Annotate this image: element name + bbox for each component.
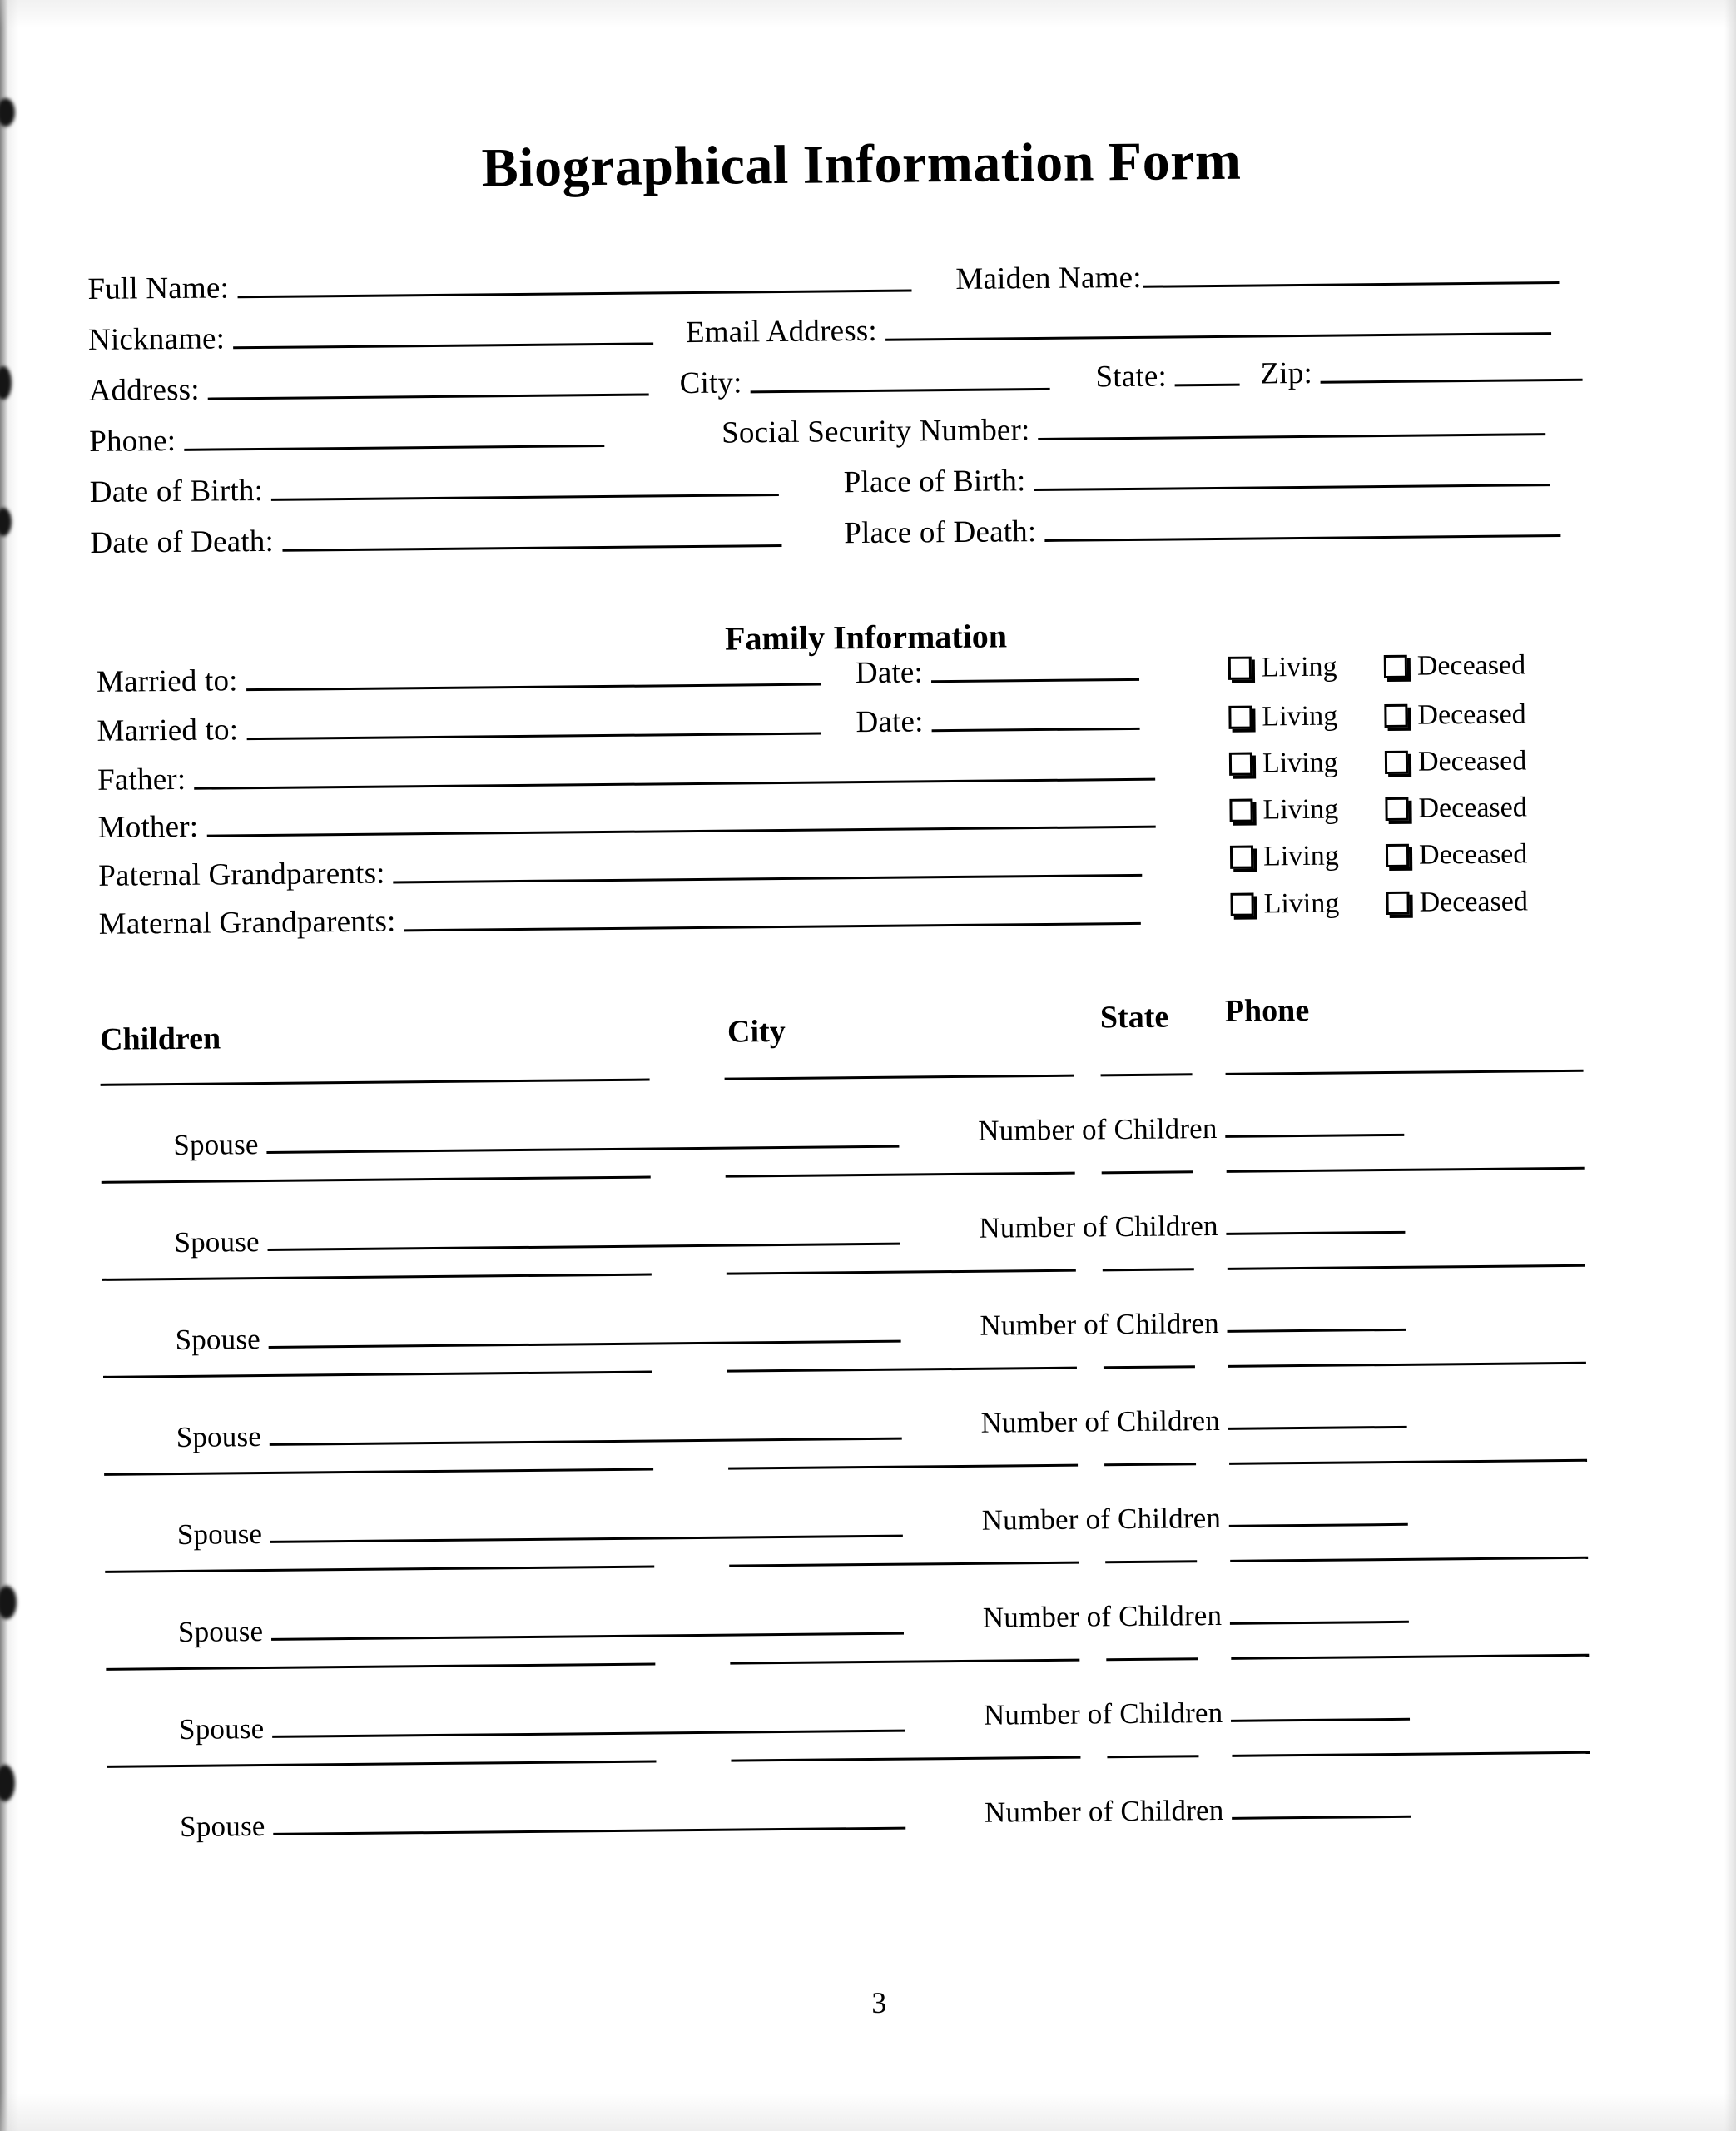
spouse-input-rule[interactable]: [272, 1730, 905, 1738]
children-state-input-rule[interactable]: [1107, 1755, 1198, 1758]
number-of-children-input-rule[interactable]: [1230, 1621, 1409, 1625]
children-state-input-rule[interactable]: [1104, 1365, 1195, 1369]
children-name-input-rule[interactable]: [103, 1371, 652, 1378]
number-of-children-field[interactable]: [978, 1112, 1405, 1145]
spouse-field[interactable]: [174, 1221, 900, 1257]
family-field-row[interactable]: [97, 709, 821, 747]
field-date-of-birth[interactable]: [90, 470, 780, 508]
number-of-children-field[interactable]: [985, 1794, 1411, 1827]
spouse-field[interactable]: [179, 1708, 905, 1744]
checkbox-icon[interactable]: [1384, 655, 1407, 678]
number-of-children-input-rule[interactable]: [1227, 1231, 1406, 1235]
email-address-input-rule[interactable]: [885, 332, 1551, 341]
place-of-birth-input-rule[interactable]: [1034, 484, 1550, 491]
checkbox-icon[interactable]: [1228, 706, 1252, 729]
checkbox-living-label: Living: [1261, 651, 1337, 683]
nickname-input-rule[interactable]: [233, 342, 653, 349]
number-of-children-label: Number of Children: [978, 1111, 1218, 1147]
checkbox-icon[interactable]: [1386, 892, 1409, 915]
city-label: City:: [679, 365, 742, 401]
spouse-field[interactable]: [176, 1513, 904, 1552]
family-date-label: Date:: [856, 704, 924, 740]
checkbox-deceased[interactable]: [1384, 649, 1526, 683]
column-header-state: State: [1099, 999, 1169, 1036]
field-zip[interactable]: [1260, 355, 1583, 390]
number-of-children-label: Number of Children: [981, 1501, 1222, 1537]
spouse-input-rule[interactable]: [269, 1340, 901, 1349]
number-of-children-field[interactable]: [984, 1696, 1411, 1730]
checkbox-living-label: Living: [1262, 747, 1338, 779]
nickname-label: Nickname:: [87, 321, 226, 357]
checkbox-icon[interactable]: [1229, 753, 1252, 776]
number-of-children-label: Number of Children: [984, 1793, 1224, 1829]
children-name-input-rule[interactable]: [104, 1468, 653, 1476]
children-phone-input-rule[interactable]: [1226, 1070, 1584, 1075]
family-field-label: Married to:: [96, 663, 238, 699]
place-of-death-label: Place of Death:: [844, 514, 1037, 551]
spouse-label: Spouse: [178, 1712, 265, 1746]
children-state-input-rule[interactable]: [1105, 1560, 1197, 1563]
family-field-input-rule[interactable]: [394, 874, 1143, 884]
number-of-children-field[interactable]: [983, 1599, 1410, 1632]
children-state-input-rule[interactable]: [1106, 1657, 1198, 1661]
spouse-label: Spouse: [177, 1615, 264, 1649]
children-state-input-rule[interactable]: [1104, 1463, 1196, 1466]
checkbox-living-label: Living: [1262, 840, 1339, 872]
date-of-death-label: Date of Death:: [90, 524, 275, 560]
family-date-input-rule[interactable]: [931, 678, 1139, 683]
checkbox-deceased[interactable]: [1385, 745, 1527, 778]
spouse-label: Spouse: [173, 1128, 259, 1162]
number-of-children-input-rule[interactable]: [1226, 1134, 1405, 1138]
children-city-input-rule[interactable]: [730, 1659, 1079, 1665]
number-of-children-field[interactable]: [980, 1307, 1406, 1340]
family-date-input-rule[interactable]: [932, 728, 1140, 732]
family-field-label: Paternal Grandparents:: [98, 856, 385, 893]
children-phone-input-rule[interactable]: [1229, 1459, 1587, 1465]
children-city-input-rule[interactable]: [727, 1367, 1077, 1373]
family-field-input-rule[interactable]: [246, 683, 821, 692]
zip-input-rule[interactable]: [1321, 379, 1583, 384]
checkbox-deceased-label: Deceased: [1419, 886, 1529, 918]
family-field-input-rule[interactable]: [246, 733, 821, 741]
spouse-field[interactable]: [175, 1319, 901, 1357]
family-field-label: Married to:: [97, 713, 239, 748]
column-header-children: Children: [99, 1021, 221, 1057]
checkbox-icon[interactable]: [1385, 751, 1408, 774]
children-phone-input-rule[interactable]: [1232, 1751, 1590, 1757]
family-field-input-rule[interactable]: [194, 778, 1155, 790]
family-information-heading: Family Information: [724, 617, 1008, 658]
children-name-input-rule[interactable]: [102, 1274, 652, 1281]
family-field-row[interactable]: [99, 899, 1141, 940]
spouse-field[interactable]: [180, 1806, 906, 1841]
checkbox-deceased[interactable]: [1385, 792, 1527, 825]
field-email-address[interactable]: [686, 309, 1551, 348]
social-security-number-label: Social Security Number:: [721, 413, 1030, 450]
spouse-input-rule[interactable]: [270, 1535, 903, 1543]
checkbox-deceased-label: Deceased: [1417, 698, 1526, 731]
spouse-label: Spouse: [175, 1323, 261, 1357]
children-city-input-rule[interactable]: [726, 1172, 1075, 1178]
spouse-input-rule[interactable]: [271, 1632, 904, 1641]
state-label: State:: [1095, 359, 1168, 395]
email-address-label: Email Address:: [685, 313, 878, 350]
field-date-of-death[interactable]: [90, 521, 781, 559]
children-city-input-rule[interactable]: [729, 1562, 1079, 1567]
children-city-input-rule[interactable]: [725, 1075, 1074, 1080]
checkbox-icon[interactable]: [1385, 797, 1408, 821]
checkbox-deceased[interactable]: [1384, 698, 1526, 732]
number-of-children-input-rule[interactable]: [1229, 1523, 1408, 1527]
children-state-input-rule[interactable]: [1102, 1170, 1193, 1174]
phone-label: Phone:: [89, 423, 176, 459]
children-state-input-rule[interactable]: [1101, 1073, 1193, 1076]
spouse-input-rule[interactable]: [274, 1827, 906, 1835]
family-date-field[interactable]: [856, 704, 1139, 738]
address-label: Address:: [88, 372, 200, 408]
full-name-label: Full Name:: [87, 271, 230, 306]
spouse-label: Spouse: [176, 1518, 263, 1552]
field-social-security-number[interactable]: [722, 410, 1546, 449]
family-date-field[interactable]: [855, 655, 1139, 691]
city-input-rule[interactable]: [751, 388, 1050, 393]
checkbox-icon[interactable]: [1386, 844, 1409, 867]
field-nickname[interactable]: [88, 319, 653, 355]
family-field-row[interactable]: [97, 755, 1156, 796]
children-phone-input-rule[interactable]: [1227, 1167, 1585, 1173]
field-maiden-name[interactable]: [955, 258, 1560, 295]
children-phone-input-rule[interactable]: [1230, 1557, 1588, 1562]
family-field-input-rule[interactable]: [404, 922, 1141, 931]
checkbox-deceased-label: Deceased: [1418, 838, 1528, 871]
checkbox-deceased-label: Deceased: [1418, 792, 1527, 824]
field-address[interactable]: [88, 370, 648, 406]
date-of-birth-input-rule[interactable]: [271, 494, 779, 501]
social-security-number-input-rule[interactable]: [1039, 433, 1546, 440]
spouse-field[interactable]: [178, 1611, 905, 1647]
checkbox-living-label: Living: [1262, 793, 1339, 826]
number-of-children-label: Number of Children: [982, 1598, 1223, 1634]
checkbox-deceased[interactable]: [1386, 838, 1528, 872]
family-field-input-rule[interactable]: [206, 826, 1155, 837]
checkbox-deceased-label: Deceased: [1416, 649, 1526, 682]
spouse-label: Spouse: [180, 1810, 265, 1843]
family-date-label: Date:: [855, 655, 924, 691]
number-of-children-label: Number of Children: [980, 1306, 1220, 1342]
field-city[interactable]: [679, 365, 1049, 399]
column-header-city: City: [727, 1013, 786, 1050]
spouse-field[interactable]: [173, 1124, 900, 1160]
children-city-input-rule[interactable]: [728, 1464, 1078, 1470]
checkbox-deceased-label: Deceased: [1417, 745, 1527, 777]
checkbox-living[interactable]: [1228, 701, 1337, 733]
field-place-of-birth[interactable]: [844, 460, 1550, 498]
checkbox-living[interactable]: [1229, 748, 1338, 780]
full-name-input-rule[interactable]: [237, 289, 911, 298]
children-phone-input-rule[interactable]: [1228, 1362, 1586, 1368]
checkbox-living-label: Living: [1263, 887, 1340, 920]
field-phone[interactable]: [89, 421, 604, 457]
children-name-input-rule[interactable]: [106, 1662, 655, 1670]
number-of-children-input-rule[interactable]: [1231, 1718, 1410, 1722]
children-phone-input-rule[interactable]: [1231, 1654, 1589, 1660]
number-of-children-input-rule[interactable]: [1228, 1426, 1407, 1430]
date-of-death-input-rule[interactable]: [282, 544, 781, 552]
field-full-name[interactable]: [87, 266, 911, 304]
checkbox-icon[interactable]: [1229, 799, 1252, 822]
children-phone-input-rule[interactable]: [1228, 1264, 1585, 1270]
children-city-input-rule[interactable]: [731, 1756, 1080, 1762]
spouse-input-rule[interactable]: [267, 1145, 900, 1154]
children-name-input-rule[interactable]: [107, 1760, 656, 1767]
place-of-birth-label: Place of Birth:: [843, 464, 1026, 500]
number-of-children-label: Number of Children: [980, 1403, 1221, 1439]
family-field-label: Mother:: [97, 809, 199, 845]
checkbox-living[interactable]: [1230, 888, 1339, 921]
checkbox-living[interactable]: [1229, 794, 1338, 827]
spouse-input-rule[interactable]: [270, 1438, 902, 1446]
number-of-children-input-rule[interactable]: [1233, 1816, 1411, 1820]
checkbox-icon[interactable]: [1228, 657, 1252, 680]
family-field-label: Father:: [97, 762, 186, 797]
checkbox-living-label: Living: [1262, 700, 1338, 733]
children-city-input-rule[interactable]: [727, 1269, 1076, 1275]
children-name-input-rule[interactable]: [101, 1079, 650, 1086]
number-of-children-input-rule[interactable]: [1228, 1329, 1406, 1333]
checkbox-living[interactable]: [1228, 652, 1337, 684]
spouse-input-rule[interactable]: [268, 1243, 900, 1251]
spouse-label: Spouse: [174, 1225, 260, 1259]
maiden-name-input-rule[interactable]: [1143, 281, 1560, 288]
column-header-phone: Phone: [1224, 992, 1310, 1029]
address-input-rule[interactable]: [208, 394, 649, 400]
place-of-death-input-rule[interactable]: [1044, 534, 1560, 542]
date-of-birth-label: Date of Birth:: [89, 473, 264, 509]
children-name-input-rule[interactable]: [105, 1566, 654, 1573]
spouse-label: Spouse: [176, 1420, 262, 1454]
zip-label: Zip:: [1260, 355, 1313, 391]
number-of-children-label: Number of Children: [979, 1209, 1218, 1244]
children-state-input-rule[interactable]: [1103, 1268, 1194, 1271]
family-field-label: Maternal Grandparents:: [98, 904, 396, 941]
checkbox-icon[interactable]: [1230, 893, 1253, 916]
spouse-field[interactable]: [176, 1416, 903, 1452]
checkbox-icon[interactable]: [1230, 846, 1253, 869]
page-title: Biographical Information Form: [481, 130, 1242, 199]
children-name-input-rule[interactable]: [102, 1176, 651, 1184]
checkbox-living[interactable]: [1230, 841, 1339, 873]
number-of-children-label: Number of Children: [983, 1696, 1223, 1731]
family-field-row[interactable]: [98, 851, 1143, 892]
phone-input-rule[interactable]: [184, 445, 604, 451]
field-state[interactable]: [1095, 360, 1240, 393]
number-of-children-field[interactable]: [982, 1502, 1409, 1535]
maiden-name-label: Maiden Name:: [955, 260, 1142, 296]
page-number: 3: [871, 1985, 887, 2020]
checkbox-deceased[interactable]: [1386, 886, 1528, 919]
family-field-row[interactable]: [97, 660, 821, 698]
family-field-row[interactable]: [97, 802, 1155, 843]
field-place-of-death[interactable]: [844, 511, 1560, 549]
checkbox-icon[interactable]: [1384, 704, 1407, 728]
number-of-children-field[interactable]: [979, 1210, 1406, 1243]
number-of-children-field[interactable]: [980, 1404, 1407, 1438]
state-input-rule[interactable]: [1175, 384, 1240, 387]
